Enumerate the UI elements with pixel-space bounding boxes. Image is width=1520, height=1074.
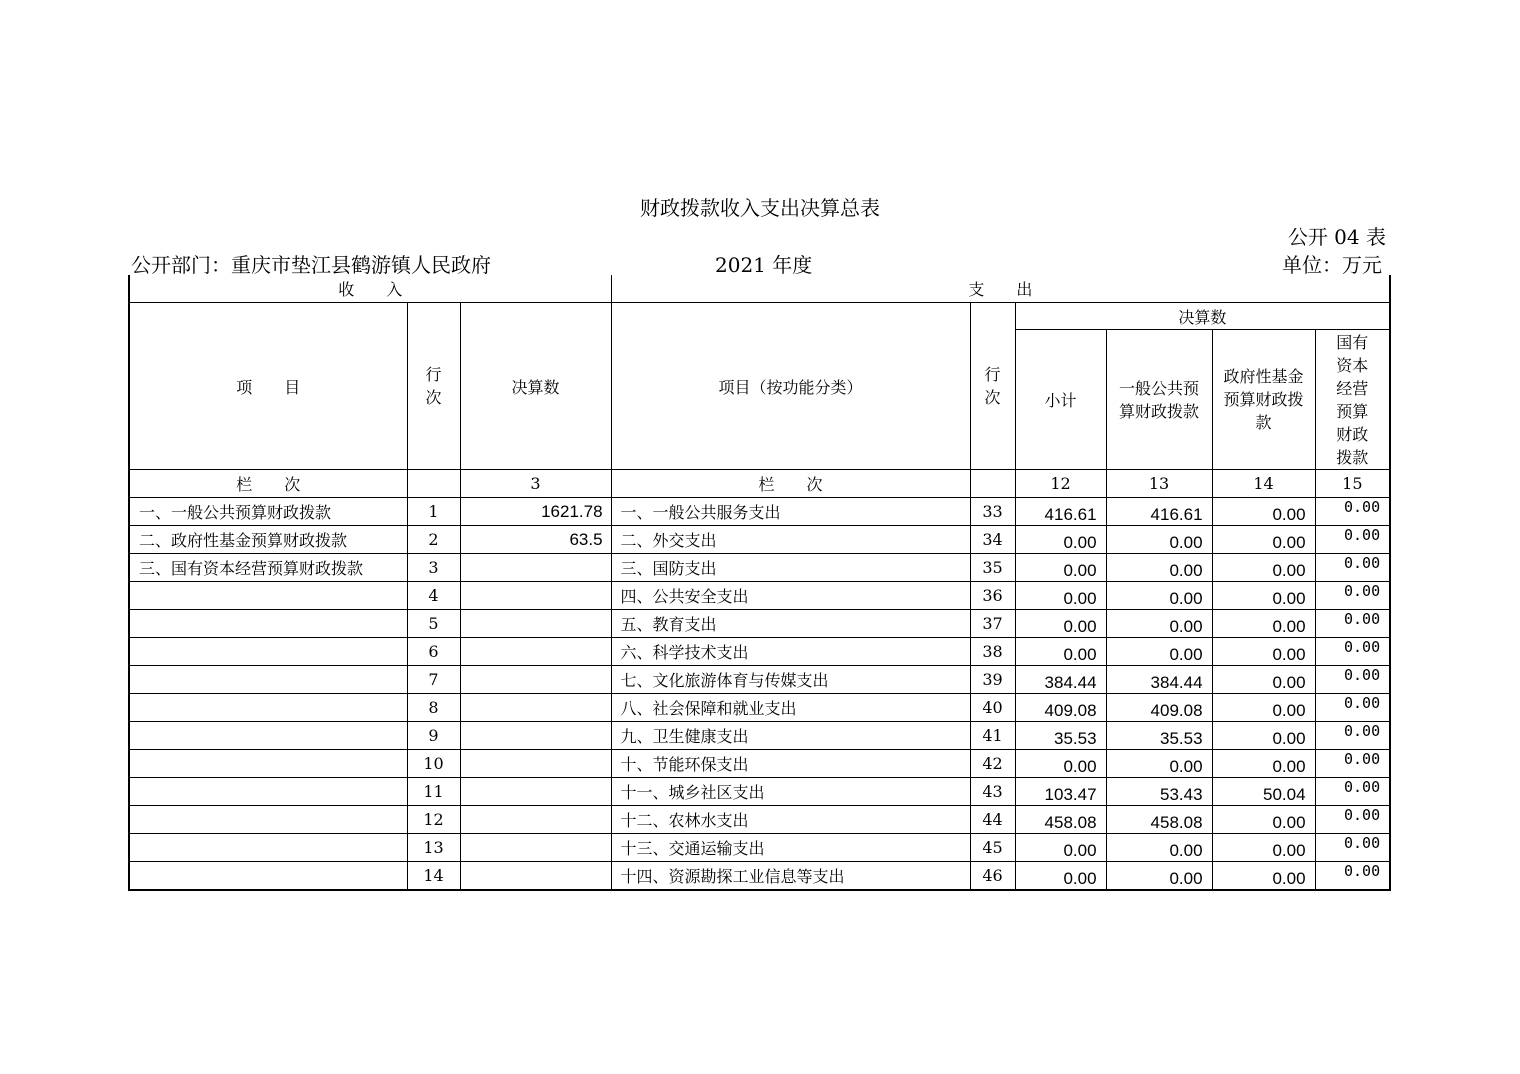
table-row [129,834,1390,862]
expense-subtotal: 0.00 [1015,750,1106,778]
expense-row-no: 42 [970,750,1015,778]
expense-general-budget: 0.00 [1106,526,1212,554]
income-item [129,750,407,778]
income-row-no: 13 [407,834,460,862]
expense-row-no: 39 [970,666,1015,694]
expense-fund-budget: 0.00 [1212,694,1315,722]
expense-subtotal: 0.00 [1015,526,1106,554]
income-row-no: 3 [407,554,460,582]
expense-fund-budget: 0.00 [1212,554,1315,582]
expense-item: 九、卫生健康支出 [611,722,970,750]
table-row [129,694,1390,722]
expense-general-budget: 0.00 [1106,638,1212,666]
expense-subtotal: 0.00 [1015,862,1106,891]
expense-row-no: 44 [970,806,1015,834]
income-amount: 1621.78 [460,498,611,526]
expense-fund-budget: 50.04 [1212,778,1315,806]
expense-item: 四、公共安全支出 [611,582,970,610]
expense-row-no: 41 [970,722,1015,750]
expense-row-no: 40 [970,694,1015,722]
column-label-2: 栏 次 [611,470,970,498]
expense-state-capital: 0.00 [1315,862,1390,891]
expense-state-capital: 0.00 [1315,582,1390,610]
expense-general-budget: 409.08 [1106,694,1212,722]
expense-subtotal: 103.47 [1015,778,1106,806]
income-item [129,778,407,806]
row-no2-header: 行次 [970,303,1015,470]
expense-subtotal: 35.53 [1015,722,1106,750]
column-number-3: 3 [460,470,611,498]
income-item: 三、国有资本经营预算财政拨款 [129,554,407,582]
expense-item: 二、外交支出 [611,526,970,554]
state-capital-header: 国有资本经营预算财政拨款 [1315,330,1390,470]
expense-fund-budget: 0.00 [1212,722,1315,750]
settlement-header: 决算数 [1015,303,1390,330]
expense-state-capital: 0.00 [1315,834,1390,862]
table-row [129,610,1390,638]
expense-general-budget: 0.00 [1106,554,1212,582]
income-item [129,610,407,638]
expense-fund-budget: 0.00 [1212,638,1315,666]
expense-subtotal: 0.00 [1015,638,1106,666]
expense-item: 六、科学技术支出 [611,638,970,666]
unit-label: 单位：万元 [1282,253,1382,277]
income-row-no: 4 [407,582,460,610]
table-row [129,806,1390,834]
expense-state-capital: 0.00 [1315,526,1390,554]
table-row [129,750,1390,778]
item-header: 项 目 [129,303,407,470]
expense-general-budget: 0.00 [1106,834,1212,862]
income-amount [460,666,611,694]
expense-subtotal: 409.08 [1015,694,1106,722]
expense-item: 十、节能环保支出 [611,750,970,778]
expense-fund-budget: 0.00 [1212,750,1315,778]
expense-item: 七、文化旅游体育与传媒支出 [611,666,970,694]
expense-row-no: 35 [970,554,1015,582]
income-item: 一、一般公共预算财政拨款 [129,498,407,526]
expense-row-no: 37 [970,610,1015,638]
form-number: 公开 04 表 [1287,225,1386,249]
income-item [129,638,407,666]
income-item [129,694,407,722]
table-row [129,498,1390,526]
expense-state-capital: 0.00 [1315,722,1390,750]
expense-fund-budget: 0.00 [1212,862,1315,891]
expense-subtotal: 458.08 [1015,806,1106,834]
expense-row-no: 43 [970,778,1015,806]
expense-item: 五、教育支出 [611,610,970,638]
fiscal-year: 2021 年度 [715,253,813,277]
income-amount [460,862,611,891]
expense-fund-budget: 0.00 [1212,582,1315,610]
expense-general-budget: 0.00 [1106,862,1212,891]
column-number-15: 15 [1315,470,1390,498]
expense-fund-budget: 0.00 [1212,834,1315,862]
table-row [129,638,1390,666]
expense-general-budget: 458.08 [1106,806,1212,834]
department-label: 公开部门：重庆市垫江县鹤游镇人民政府 [131,253,491,277]
expense-row-no: 34 [970,526,1015,554]
expense-state-capital: 0.00 [1315,666,1390,694]
table-row [129,722,1390,750]
expense-state-capital: 0.00 [1315,778,1390,806]
income-header: 收 入 [129,275,611,303]
expense-item: 八、社会保障和就业支出 [611,694,970,722]
table-row [129,582,1390,610]
report-title: 财政拨款收入支出决算总表 [640,196,880,220]
income-amount [460,638,611,666]
function-item-header: 项目（按功能分类） [611,303,970,470]
column-label: 栏 次 [129,470,407,498]
expense-item: 十一、城乡社区支出 [611,778,970,806]
income-amount [460,834,611,862]
income-amount: 63.5 [460,526,611,554]
expense-item: 一、一般公共服务支出 [611,498,970,526]
expense-general-budget: 35.53 [1106,722,1212,750]
expense-general-budget: 416.61 [1106,498,1212,526]
income-row-no: 14 [407,862,460,891]
income-item [129,834,407,862]
income-row-no: 12 [407,806,460,834]
income-item [129,806,407,834]
table-row [129,554,1390,582]
expense-state-capital: 0.00 [1315,750,1390,778]
expense-fund-budget: 0.00 [1212,526,1315,554]
expense-row-no: 38 [970,638,1015,666]
table-row [129,862,1390,891]
expense-state-capital: 0.00 [1315,498,1390,526]
income-row-no: 8 [407,694,460,722]
expense-row-no: 33 [970,498,1015,526]
expense-row-no: 36 [970,582,1015,610]
fund-budget-header: 政府性基金预算财政拨款 [1212,330,1315,470]
income-amount [460,610,611,638]
income-row-no: 2 [407,526,460,554]
expense-fund-budget: 0.00 [1212,666,1315,694]
expense-fund-budget: 0.00 [1212,610,1315,638]
expense-state-capital: 0.00 [1315,554,1390,582]
income-amount [460,582,611,610]
income-item: 二、政府性基金预算财政拨款 [129,526,407,554]
income-row-no: 9 [407,722,460,750]
expense-state-capital: 0.00 [1315,638,1390,666]
income-item [129,582,407,610]
expense-state-capital: 0.00 [1315,806,1390,834]
income-row-no: 6 [407,638,460,666]
expense-subtotal: 0.00 [1015,582,1106,610]
expense-general-budget: 0.00 [1106,750,1212,778]
income-item [129,722,407,750]
expense-fund-budget: 0.00 [1212,498,1315,526]
expense-subtotal: 0.00 [1015,610,1106,638]
expense-subtotal: 0.00 [1015,834,1106,862]
column-number-14: 14 [1212,470,1315,498]
income-amount [460,554,611,582]
expense-general-budget: 0.00 [1106,582,1212,610]
expense-general-budget: 0.00 [1106,610,1212,638]
amount-header: 决算数 [460,303,611,470]
income-amount [460,806,611,834]
income-row-no: 10 [407,750,460,778]
income-amount [460,778,611,806]
expense-state-capital: 0.00 [1315,694,1390,722]
table-row [129,526,1390,554]
income-row-no: 11 [407,778,460,806]
income-amount [460,722,611,750]
expense-general-budget: 384.44 [1106,666,1212,694]
expense-item: 十二、农林水支出 [611,806,970,834]
expense-header: 支 出 [611,275,1390,303]
expense-subtotal: 384.44 [1015,666,1106,694]
column-number-12: 12 [1015,470,1106,498]
expense-item: 三、国防支出 [611,554,970,582]
table-row [129,778,1390,806]
income-row-no: 1 [407,498,460,526]
expense-item: 十四、资源勘探工业信息等支出 [611,862,970,891]
expense-fund-budget: 0.00 [1212,806,1315,834]
general-budget-header: 一般公共预算财政拨款 [1106,330,1212,470]
income-item [129,862,407,891]
table-row [129,666,1390,694]
settlement-table [128,275,1391,891]
expense-item: 十三、交通运输支出 [611,834,970,862]
expense-subtotal: 416.61 [1015,498,1106,526]
expense-row-no: 46 [970,862,1015,891]
income-row-no: 7 [407,666,460,694]
subtotal-header: 小计 [1015,330,1106,470]
expense-row-no: 45 [970,834,1015,862]
expense-state-capital: 0.00 [1315,610,1390,638]
income-amount [460,694,611,722]
expense-general-budget: 53.43 [1106,778,1212,806]
income-row-no: 5 [407,610,460,638]
expense-subtotal: 0.00 [1015,554,1106,582]
column-number-13: 13 [1106,470,1212,498]
income-amount [460,750,611,778]
income-item [129,666,407,694]
row-no-header: 行次 [407,303,460,470]
